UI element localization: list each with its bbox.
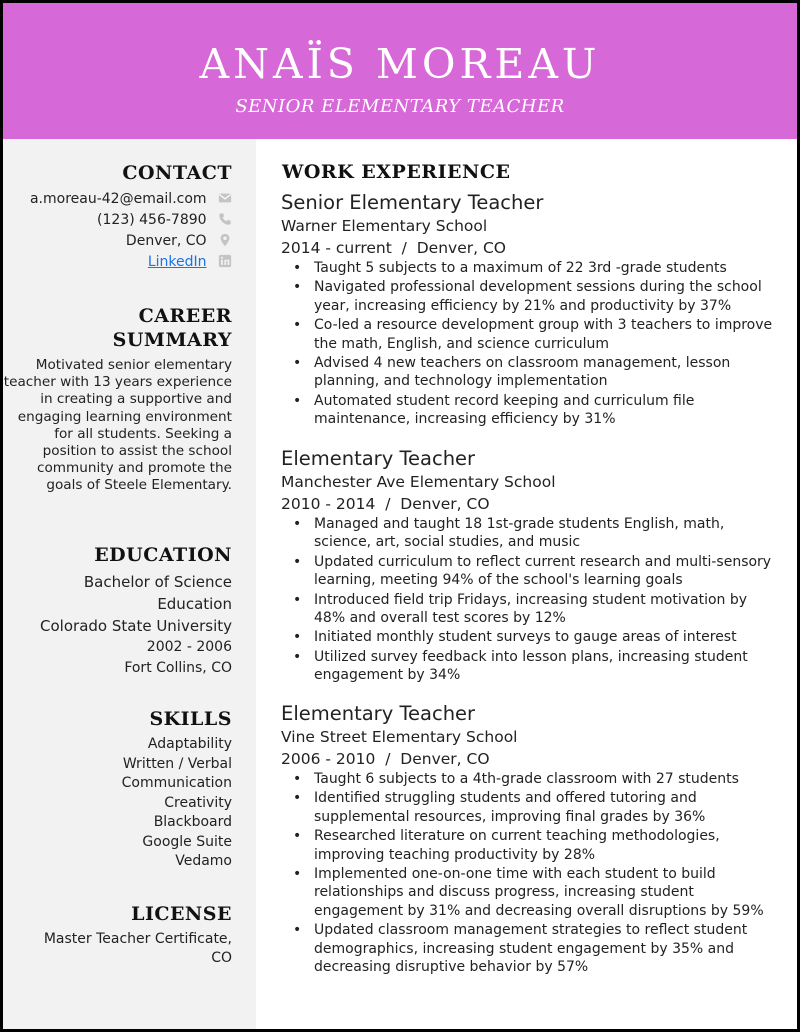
skill-item: Written / Verbal [122,755,232,772]
skills-heading: SKILLS [149,708,232,730]
resume-header [3,3,797,139]
degree-line2: Education [157,595,232,613]
job-entry [281,447,781,686]
education-section [3,543,232,679]
job-bullets [281,259,781,429]
job-title: Elementary Teacher [281,702,476,725]
job-company: Warner Elementary School [281,217,488,235]
bullet-item: • Co-led a resource development group with 3 teachers to improve the math, English, and science curriculum [281,316,781,353]
contact-section [3,161,232,273]
job-meta: 2006 - 2010 / Denver, CO [281,750,490,768]
email-text: a.moreau-42@email.com [29,191,207,207]
bullet-item: • Updated curriculum to reflect current research and multi-sensory learning, meeting 94% of the school's learning goals [281,553,781,590]
license-text [3,930,232,968]
job-bullets [281,770,781,976]
bullet-item: • Updated classroom management strategies to reflect student demographics, increasing student engagement by 35% and decreasing disruptive behavior by 57% [281,921,781,976]
job-company: Vine Street Elementary School [281,728,518,746]
job-meta: 2010 - 2014 / Denver, CO [281,495,490,513]
bullet-item: • Taught 6 subjects to a 4th-grade classroom with 27 students [281,770,781,788]
skill-item: Vedamo [175,853,232,869]
contact-linkedin[interactable] [3,252,232,273]
sidebar [3,139,256,1029]
job-meta: 2014 - current / Denver, CO [281,239,506,257]
license-line1: Master Teacher Certificate, [43,931,232,947]
linkedin-icon [218,254,232,268]
job-company: Manchester Ave Elementary School [281,473,556,491]
bullet-item: • Managed and taught 18 1st-grade students English, math, science, art, social studies, and music [281,515,781,552]
license-line2: CO [211,950,232,966]
work-heading: WORK EXPERIENCE [282,161,511,183]
bullet-item: • Researched literature on current teaching methodologies, improving teaching productivity by 28% [281,827,781,864]
bullet-item: • Navigated professional development sessions during the school year, increasing efficiency by 21% and productivity by 37% [281,278,781,315]
job-title: Senior Elementary Teacher [281,191,544,214]
contact-email [3,189,232,210]
contact-heading: CONTACT [122,162,232,184]
linkedin-link[interactable]: LinkedIn [147,254,207,270]
bullet-item: • Introduced field trip Fridays, increasing student motivation by 48% and overall test scores by 12% [281,591,781,628]
skills-section [3,707,232,872]
bullet-item: • Taught 5 subjects to a maximum of 22 3rd -grade students [281,259,781,277]
bullet-item: • Automated student record keeping and curriculum file maintenance, increasing efficiency by 31% [281,392,781,429]
education-years: 2002 - 2006 [146,639,232,655]
job-entry [281,191,781,430]
bullet-item: • Utilized survey feedback into lesson plans, increasing student engagement by 34% [281,648,781,685]
skill-item: Communication [121,775,232,791]
phone-icon [218,212,232,226]
bullet-item: • Implemented one-on-one time with each student to build relationships and discuss progress, increasing student engagement by 31% and decreasing overall disruptions by 59% [281,865,781,920]
license-section [3,902,232,968]
bullet-item: • Identified struggling students and offered tutoring and supplemental resources, improving final grades by 36% [281,789,781,826]
job-bullets [281,515,781,685]
skill-item: Google Suite [142,833,232,850]
summary-heading-line2: SUMMARY [112,329,232,351]
education-location: Fort Collins, CO [124,660,232,676]
job-entry [281,702,781,977]
summary-heading-line1: CAREER [138,305,232,327]
candidate-name: ANAÏS MOREAU [199,40,601,88]
bullet-item: • Initiated monthly student surveys to gauge areas of interest [281,628,781,646]
skill-item: Creativity [164,794,232,811]
contact-phone [3,210,232,231]
education-heading: EDUCATION [94,544,232,566]
contact-location [3,231,232,252]
summary-text: Motivated senior elementary teacher with 13 years experience in creating a supportive and engaging learning environment for all students. Seeking a position to assist the school community and promote the goals of Steele Elementary. [3,357,232,494]
school-name: Colorado State University [40,617,232,635]
skill-item: Adaptability [147,736,232,752]
license-heading: LICENSE [131,903,232,925]
phone-text: (123) 456-7890 [97,212,207,228]
location-pin-icon [218,233,232,247]
envelope-icon [218,191,232,205]
job-title: Elementary Teacher [281,447,476,470]
skill-item: Blackboard [153,814,232,830]
skills-list [3,735,232,872]
bullet-item: • Advised 4 new teachers on classroom management, lesson planning, and technology implementation [281,354,781,391]
candidate-title: SENIOR ELEMENTARY TEACHER [235,96,565,117]
location-text: Denver, CO [125,233,207,249]
main-content [256,139,797,1029]
degree-line1: Bachelor of Science [83,573,232,591]
summary-section [3,304,232,495]
